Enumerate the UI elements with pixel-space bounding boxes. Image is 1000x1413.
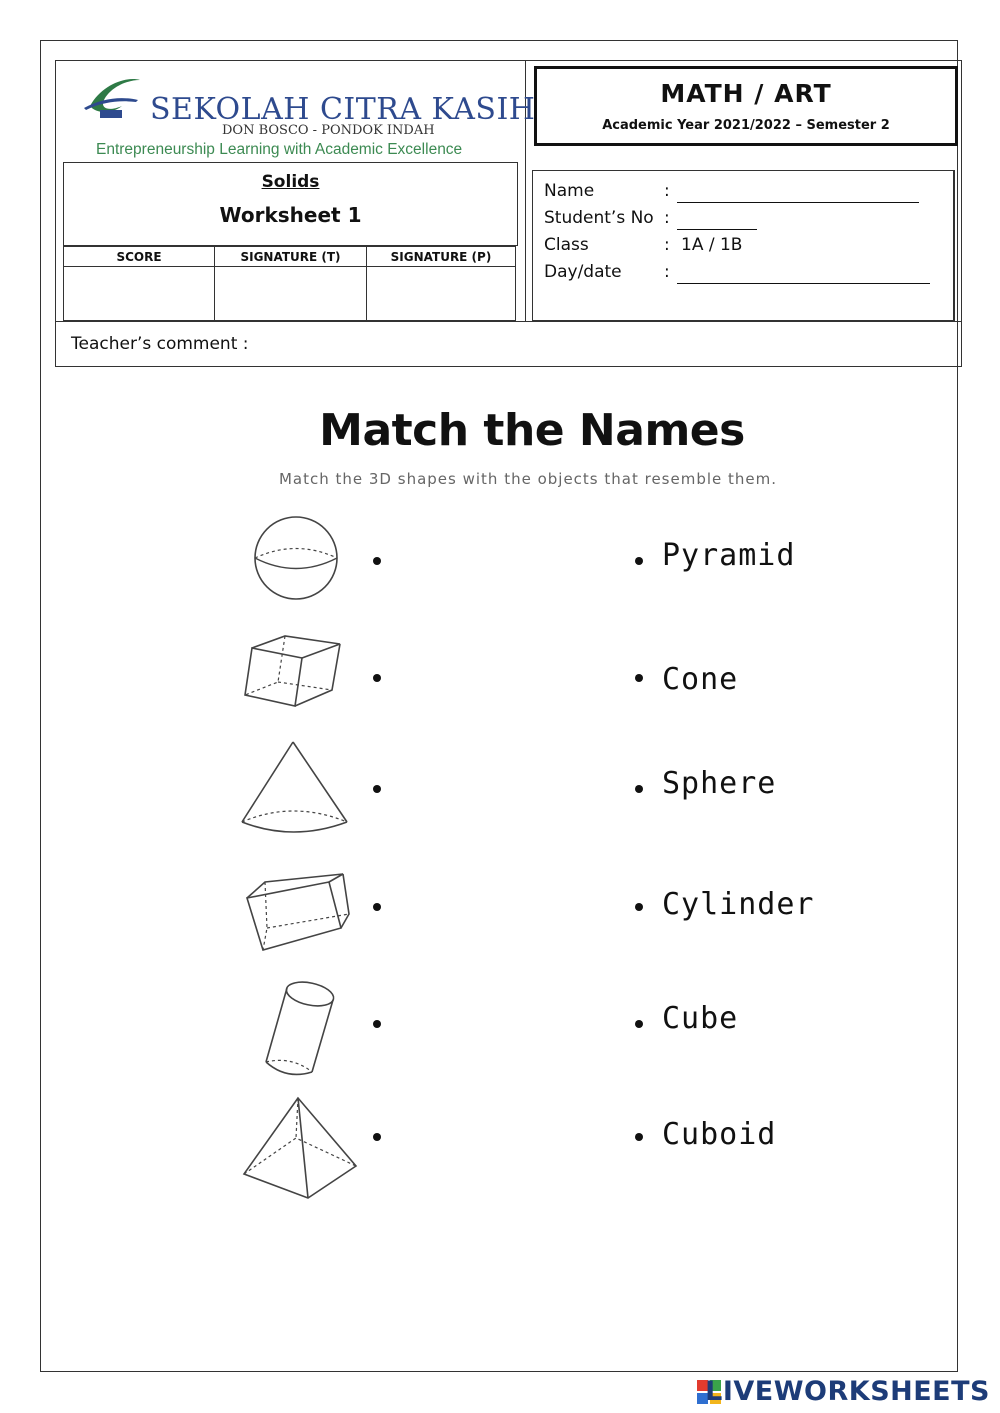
class-colon: : xyxy=(664,235,670,255)
name-match-dot[interactable] xyxy=(635,903,643,911)
subject-box xyxy=(534,66,958,146)
cube-shape-icon xyxy=(240,630,345,712)
activity-instruction: Match the 3D shapes with the objects that resemble them. xyxy=(278,470,778,488)
school-tagline: Entrepreneurship Learning with Academic Excellence xyxy=(96,141,463,158)
name-option: Sphere xyxy=(662,766,777,801)
name-input-line[interactable] xyxy=(677,202,919,203)
subject-title: MATH / ART xyxy=(660,79,832,108)
student-no-input-line[interactable] xyxy=(677,229,757,230)
name-match-dot[interactable] xyxy=(635,557,643,565)
academic-year: Academic Year 2021/2022 – Semester 2 xyxy=(602,118,890,133)
score-table xyxy=(63,246,516,321)
score-header: SCORE xyxy=(64,247,215,267)
student-no-label: Student’s No xyxy=(544,208,654,228)
teacher-comment-label: Teacher’s comment : xyxy=(71,334,249,354)
cylinder-shape-icon xyxy=(260,978,340,1080)
name-match-dot[interactable] xyxy=(635,1020,643,1028)
class-value: 1A / 1B xyxy=(681,235,743,255)
name-option: Cuboid xyxy=(662,1117,777,1152)
teacher-signature-cell[interactable] xyxy=(215,267,367,321)
name-option: Pyramid xyxy=(662,538,796,573)
liveworksheets-brand[interactable]: LIVEWORKSHEETS xyxy=(705,1376,990,1407)
day-date-label: Day/date xyxy=(544,262,622,282)
parent-signature-header: SIGNATURE (P) xyxy=(367,247,516,267)
day-date-colon: : xyxy=(664,262,670,282)
teacher-signature-header: SIGNATURE (T) xyxy=(215,247,367,267)
header-horizontal-divider xyxy=(55,321,962,322)
shape-match-dot[interactable] xyxy=(373,903,381,911)
activity-title: Match the Names xyxy=(319,405,745,456)
pyramid-shape-icon xyxy=(240,1094,360,1204)
shape-match-dot[interactable] xyxy=(373,674,381,682)
class-label: Class xyxy=(544,235,589,255)
day-date-input-line[interactable] xyxy=(677,283,930,284)
shape-match-dot[interactable] xyxy=(373,1020,381,1028)
name-option: Cube xyxy=(662,1001,739,1036)
school-name: SEKOLAH CITRA KASIH xyxy=(150,92,536,127)
worksheet-title: Worksheet 1 xyxy=(219,203,362,227)
worksheet-topic: Solids xyxy=(261,172,320,192)
shape-match-dot[interactable] xyxy=(373,1133,381,1141)
name-match-dot[interactable] xyxy=(635,1133,643,1141)
student-info-box xyxy=(532,170,955,321)
shape-match-dot[interactable] xyxy=(373,557,381,565)
student-no-colon: : xyxy=(664,208,670,228)
school-branch: DON BOSCO - PONDOK INDAH xyxy=(222,123,435,138)
shape-match-dot[interactable] xyxy=(373,785,381,793)
name-option: Cone xyxy=(662,662,739,697)
name-match-dot[interactable] xyxy=(635,674,643,682)
cone-shape-icon xyxy=(238,738,350,840)
worksheet-title-box xyxy=(63,162,518,246)
name-option: Cylinder xyxy=(662,887,815,922)
sphere-shape-icon xyxy=(250,515,342,603)
name-label: Name xyxy=(544,181,595,201)
school-logo-icon xyxy=(82,76,152,122)
name-match-dot[interactable] xyxy=(635,785,643,793)
name-colon: : xyxy=(664,181,670,201)
parent-signature-cell[interactable] xyxy=(367,267,516,321)
score-cell[interactable] xyxy=(64,267,215,321)
cuboid-shape-icon xyxy=(243,870,353,958)
